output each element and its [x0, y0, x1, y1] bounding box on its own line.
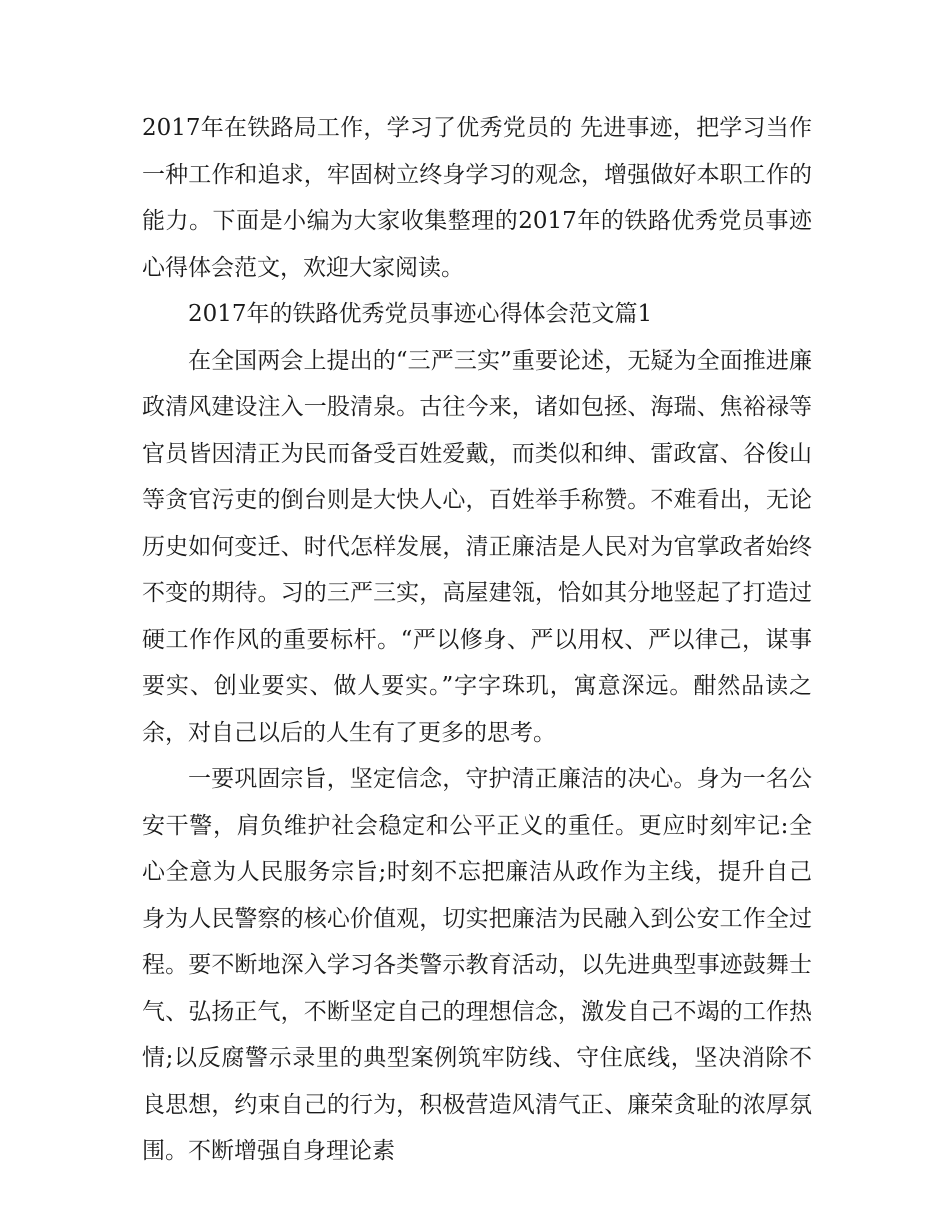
- intro-paragraph: 2017年在铁路局工作，学习了优秀党员的 先进事迹，把学习当作一种工作和追求，牢固树立终身学习的观念，增强做好本职工作的能力。下面是小编为大家收集整理的2017年的铁路优秀党员事迹心得体会范文，欢迎大家阅读。: [142, 115, 812, 281]
- body-paragraph-2: 一要巩固宗旨，坚定信念，守护清正廉洁的决心。身为一名公安干警，肩负维护社会稳定和公平正义的重任。更应时刻牢记:全心全意为人民服务宗旨;时刻不忘把廉洁从政作为主线，提升自己身为人民警察的核心价值观，切实把廉洁为民融入到公安工作全过程。要不断地深入学习各类警示教育活动，以先进典型事迹鼓舞士气、弘扬正气，不断坚定自己的理想信念，激发自己不竭的工作热情;以反腐警示录里的典型案例筑牢防线、守住底线，坚决消除不良思想，约束自己的行为，积极营造风清气正、廉荣贪耻的浓厚氛围。不断增强自身理论素: [142, 766, 812, 1164]
- document-body: [142, 105, 812, 1175]
- section-subtitle: 2017年的铁路优秀党员事迹心得体会范文篇1: [188, 301, 653, 327]
- body-paragraph-1: 在全国两会上提出的“三严三实”重要论述，无疑为全面推进廉政清风建设注入一股清泉。古往今来，诸如包拯、海瑞、焦裕禄等官员皆因清正为民而备受百姓爱戴，而类似和绅、雷政富、谷俊山等贪官污吏的倒台则是大快人心，百姓举手称赞。不难看出，无论历史如何变迁、时代怎样发展，清正廉洁是人民对为官掌政者始终不变的期待。习的三严三实，高屋建瓴，恰如其分地竖起了打造过硬工作作风的重要标杆。“严以修身、严以用权、严以律己，谋事要实、创业要实、做人要实。”字字珠玑，寓意深远。酣然品读之余，对自己以后的人生有了更多的思考。: [142, 347, 812, 746]
